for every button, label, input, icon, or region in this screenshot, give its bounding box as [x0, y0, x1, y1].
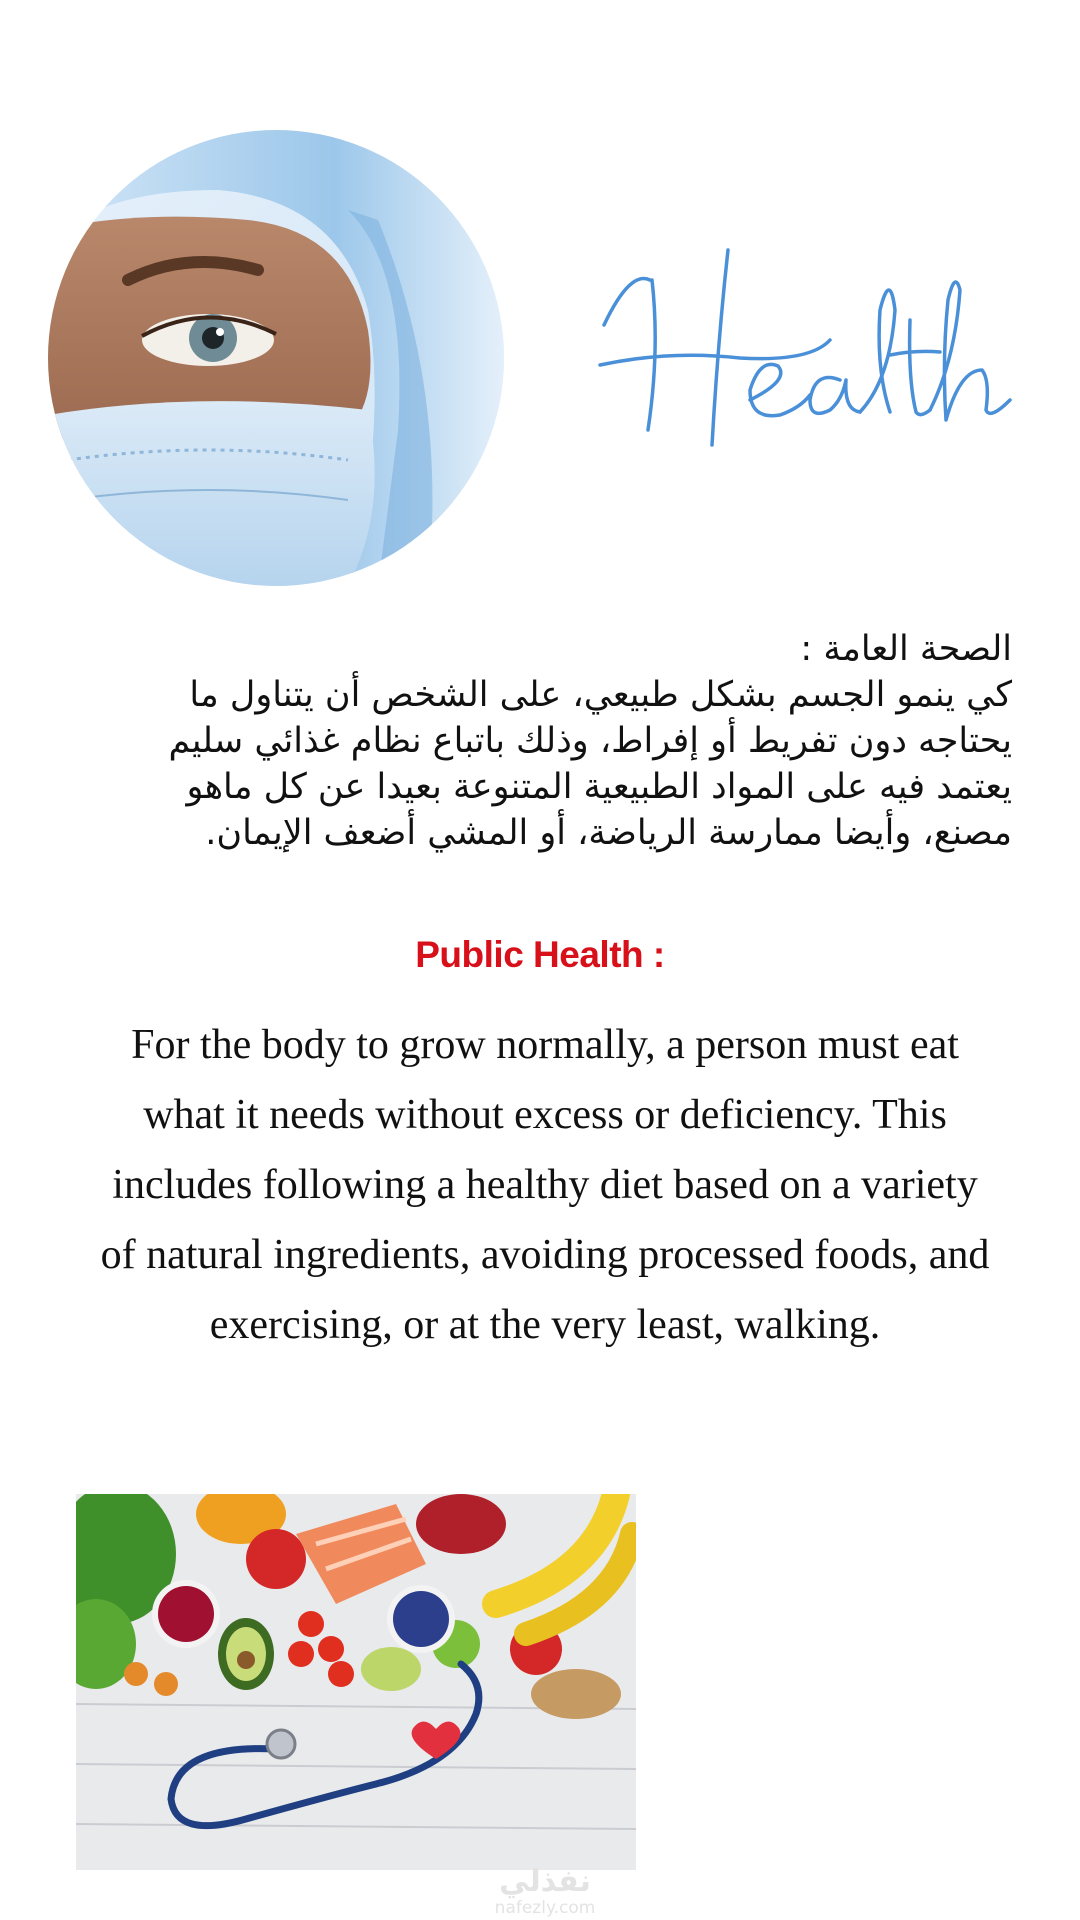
english-body: For the body to grow normally, a person must eat what it needs without excess or deficiency. This includes following a healthy diet based on a variety of natural ingredients, avoiding processed foods, and exercising, or at the very least, walking. [100, 1022, 990, 1348]
title [590, 230, 1030, 470]
title-script-art [590, 230, 1030, 470]
arabic-section [140, 626, 1012, 856]
healthy-food-stethoscope-photo [76, 1494, 636, 1870]
watermark-site: nafezly.com [494, 1898, 596, 1918]
title-text [590, 470, 591, 471]
arabic-body: كي ينمو الجسم بشكل طبيعي، على الشخص أن يتناول ما يحتاجه دون تفريط أو إفراط، وذلك باتباع نظام غذائي سليم يعتمد فيه على المواد الطبيعية المتنوعة بعيدا عن كل ماهو مصنع، وأيضا ممارسة الرياضة، أو المشي أضعف الإيمان. [168, 675, 1012, 853]
english-heading: Public Health : [415, 934, 665, 975]
arabic-heading: الصحة العامة : [800, 629, 1012, 669]
watermark-logo: نفذلي [499, 1864, 591, 1899]
medical-worker-photo [48, 130, 504, 586]
watermark [470, 1866, 620, 1918]
